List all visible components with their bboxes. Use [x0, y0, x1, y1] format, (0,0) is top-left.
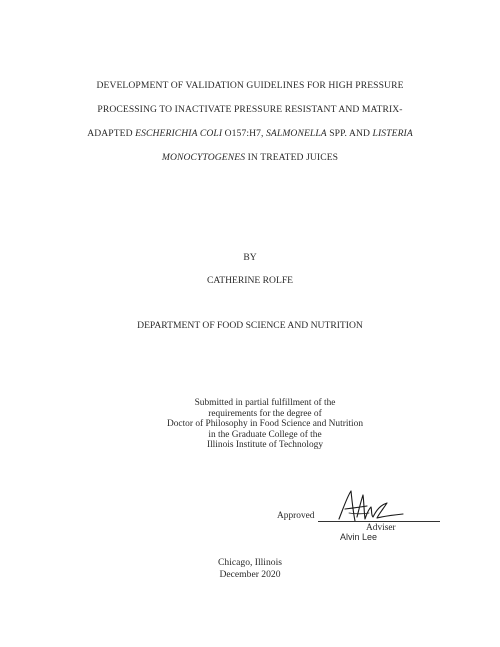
title-text-3c: O157:H7,: [222, 128, 267, 139]
title-text-3f: LISTERIA: [372, 128, 413, 139]
submitted-line-4: in the Graduate College of the: [208, 429, 322, 440]
title-text-4b: IN TREATED JUICES: [245, 152, 339, 163]
title-line-4: [0, 152, 500, 163]
submitted-line-3: Doctor of Philosophy in Food Science and Nutrition: [166, 419, 364, 430]
title-text-3d: SALMONELLA: [266, 128, 327, 139]
submission-date: December 2020: [219, 569, 281, 580]
by-label: BY: [243, 252, 257, 263]
submitted-line-5: Illinois Institute of Technology: [206, 440, 324, 451]
department-name: DEPARTMENT OF FOOD SCIENCE AND NUTRITION: [137, 320, 363, 331]
adviser-name: Alvin Lee: [340, 532, 378, 542]
submitted-line-2: requirements for the degree of: [208, 408, 322, 419]
submitted-line-1: Submitted in partial fulfillment of the: [194, 398, 336, 408]
title-text-3e: SPP. AND: [326, 128, 373, 139]
signature-line: [318, 521, 440, 522]
adviser-label: Adviser: [366, 523, 396, 533]
author-name: CATHERINE ROLFE: [206, 275, 294, 286]
title-text-3b: ESCHERICHIA COLI: [135, 128, 223, 139]
approved-label: Approved: [277, 511, 315, 521]
title-text-3a: ADAPTED: [87, 128, 136, 139]
title-text-2: PROCESSING TO INACTIVATE PRESSURE RESISTANT AND MATRIX-: [97, 104, 403, 115]
location: Chicago, Illinois: [218, 557, 282, 568]
title-line-3: [0, 128, 500, 139]
title-line-1: [0, 80, 500, 91]
title-line-2: [0, 104, 500, 115]
title-text-1: DEVELOPMENT OF VALIDATION GUIDELINES FOR HIGH PRESSURE: [96, 80, 404, 91]
title-text-4a: MONOCYTOGENES: [161, 152, 246, 163]
submission-statement: [0, 398, 500, 451]
